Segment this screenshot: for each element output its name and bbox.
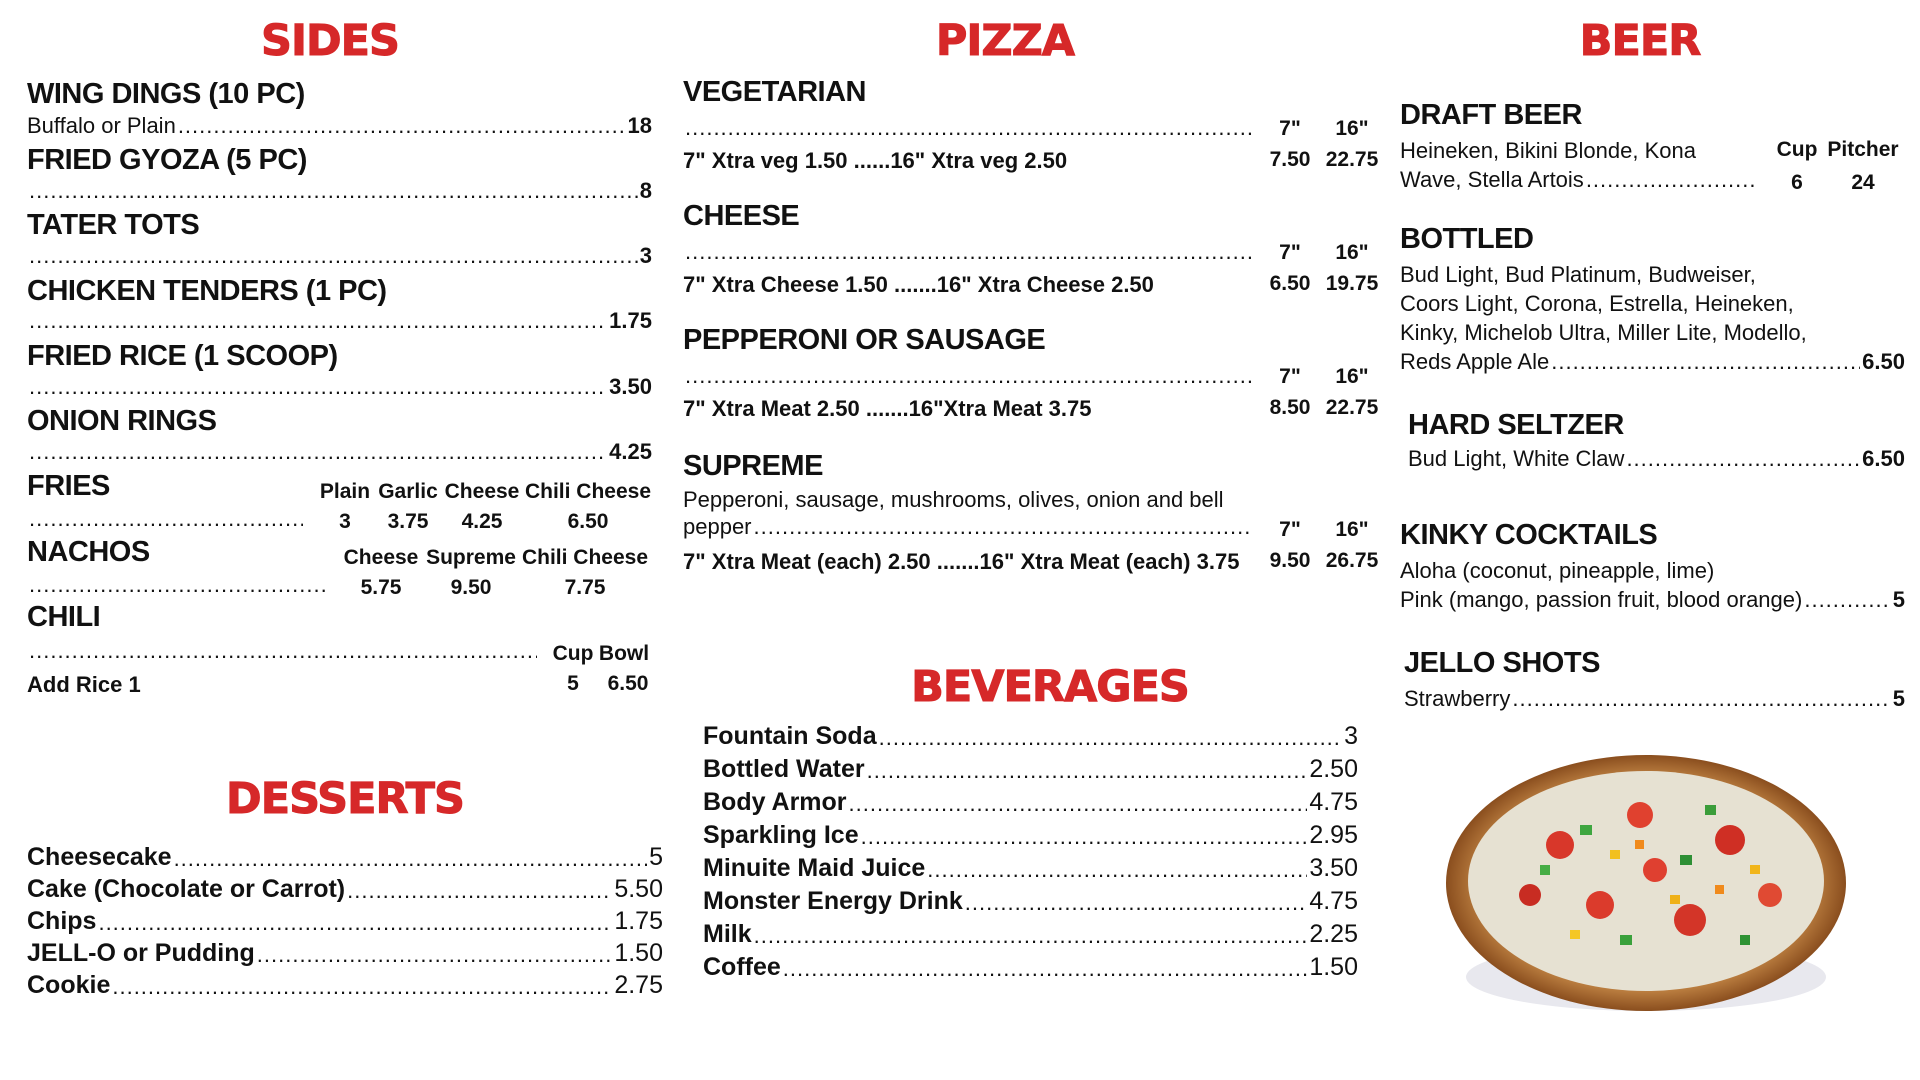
chili-addon: Add Rice 1 xyxy=(27,672,141,697)
nachos-dots xyxy=(27,572,329,598)
fried-gyoza-name: FRIED GYOZA (5 PC) xyxy=(27,144,307,176)
beverage-item xyxy=(703,788,1358,817)
pizza-price-large: 26.75 xyxy=(1325,549,1379,572)
fries-price: 3.75 xyxy=(387,510,429,533)
fried-gyoza-line xyxy=(27,178,652,204)
pizza-extra: 7" Xtra veg 1.50 ......16" Xtra veg 2.50 xyxy=(683,148,1068,173)
dessert-item xyxy=(27,875,663,904)
dessert-name: Cheesecake xyxy=(27,843,172,871)
beverage-name: Coffee xyxy=(703,953,781,981)
pizza-price-large: 22.75 xyxy=(1325,148,1379,171)
pizza-title: PIZZA xyxy=(935,16,1075,66)
beverage-item xyxy=(703,920,1358,949)
beverage-price: 1.50 xyxy=(1309,953,1358,981)
beverage-price: 3.50 xyxy=(1309,854,1358,882)
beverage-price: 3 xyxy=(1344,722,1358,750)
bottled-name: BOTTLED xyxy=(1400,223,1534,255)
beverage-price: 2.50 xyxy=(1309,755,1358,783)
pizza-dots xyxy=(683,363,1253,389)
hard-seltzer-price: 6.50 xyxy=(1862,446,1905,471)
desserts-title: DESSERTS xyxy=(226,774,464,824)
size-small: 7" xyxy=(1279,241,1301,264)
draft-beer-name: DRAFT BEER xyxy=(1400,99,1582,131)
nachos-header: Supreme xyxy=(426,546,516,569)
nachos-prices xyxy=(340,576,650,600)
pizza-prices xyxy=(1262,272,1386,296)
bottled-line: Reds Apple Ale xyxy=(1400,349,1550,374)
fries-prices xyxy=(315,510,653,534)
onion-rings-name: ONION RINGS xyxy=(27,405,217,437)
dessert-item xyxy=(27,907,663,936)
tater-tots-price: 3 xyxy=(639,243,652,268)
bottled-line: Bud Light, Bud Platinum, Budweiser, xyxy=(1400,262,1756,287)
bottled-line: Kinky, Michelob Ultra, Miller Lite, Modello, xyxy=(1400,320,1807,345)
pizza-extra: 7" Xtra Cheese 1.50 .......16" Xtra Cheese 2.50 xyxy=(683,272,1154,297)
fried-rice-name: FRIED RICE (1 SCOOP) xyxy=(27,340,338,372)
fried-rice-line xyxy=(27,374,652,400)
dessert-item xyxy=(27,971,663,1000)
fries-price: 6.50 xyxy=(567,510,609,533)
pizza-prices xyxy=(1262,549,1386,573)
size-large: 16" xyxy=(1335,365,1369,388)
onion-rings-line xyxy=(27,439,652,465)
draft-prices xyxy=(1772,171,1904,195)
hard-seltzer-line xyxy=(1408,446,1905,472)
chili-price: 6.50 xyxy=(607,672,649,695)
cocktails-desc: Pink (mango, passion fruit, blood orange) xyxy=(1400,587,1803,612)
jello-shots-line xyxy=(1404,686,1905,712)
size-large: 16" xyxy=(1335,518,1369,541)
hard-seltzer-name: HARD SELTZER xyxy=(1408,409,1624,441)
bottled-line: Coors Light, Corona, Estrella, Heineken, xyxy=(1400,291,1794,316)
fries-price: 3 xyxy=(339,510,351,533)
draft-pitcher-price: 24 xyxy=(1851,171,1875,194)
beverage-name: Minuite Maid Juice xyxy=(703,854,926,882)
pizza-photo xyxy=(1440,745,1850,1025)
wing-dings-desc: Buffalo or Plain xyxy=(27,113,176,138)
chili-dots xyxy=(27,638,539,664)
nachos-headers xyxy=(340,546,650,570)
jello-shots-name: JELLO SHOTS xyxy=(1404,647,1600,679)
size-large: 16" xyxy=(1335,117,1369,140)
dessert-item xyxy=(27,939,663,968)
jello-shots-price: 5 xyxy=(1892,686,1905,711)
pizza-desc: Pepperoni, sausage, mushrooms, olives, onion and bell xyxy=(683,487,1224,512)
dessert-price: 1.75 xyxy=(614,907,663,935)
pizza-dots xyxy=(683,115,1253,141)
fries-name: FRIES xyxy=(27,470,110,502)
pizza-prices xyxy=(1262,148,1386,172)
pizza-size-headers xyxy=(1262,241,1386,265)
beverage-name: Fountain Soda xyxy=(703,722,877,750)
bottled-price-line xyxy=(1400,349,1905,375)
beverage-name: Sparkling Ice xyxy=(703,821,859,849)
fries-dots xyxy=(27,506,305,532)
pizza-name: SUPREME xyxy=(683,450,823,482)
beverage-item xyxy=(703,854,1358,883)
beverage-item xyxy=(703,953,1358,982)
dessert-price: 2.75 xyxy=(614,971,663,999)
jello-shots-desc: Strawberry xyxy=(1404,686,1511,711)
pizza-name: PEPPERONI OR SAUSAGE xyxy=(683,324,1046,356)
wing-dings-line xyxy=(27,113,652,139)
beverage-item xyxy=(703,722,1358,751)
beverage-item xyxy=(703,887,1358,916)
fried-gyoza-price: 8 xyxy=(639,178,652,203)
beer-title: BEER xyxy=(1579,16,1701,66)
size-large: 16" xyxy=(1335,241,1369,264)
beverage-name: Body Armor xyxy=(703,788,847,816)
nachos-price: 7.75 xyxy=(564,576,606,599)
chili-name: CHILI xyxy=(27,601,101,633)
beverage-name: Monster Energy Drink xyxy=(703,887,963,915)
nachos-header: Chili Cheese xyxy=(521,546,649,569)
draft-cup-header: Cup xyxy=(1776,138,1818,161)
beverage-price: 4.75 xyxy=(1309,788,1358,816)
draft-pitcher-header: Pitcher xyxy=(1827,138,1899,161)
bottled-price: 6.50 xyxy=(1862,349,1905,374)
beverages-title: BEVERAGES xyxy=(911,662,1189,712)
tater-tots-name: TATER TOTS xyxy=(27,209,200,241)
dessert-price: 5.50 xyxy=(614,875,663,903)
hard-seltzer-desc: Bud Light, White Claw xyxy=(1408,446,1625,471)
wing-dings-price: 18 xyxy=(627,113,652,138)
chicken-tenders-price: 1.75 xyxy=(609,308,652,333)
nachos-header: Cheese xyxy=(343,546,419,569)
size-small: 7" xyxy=(1279,518,1301,541)
pizza-desc-line xyxy=(683,514,1253,540)
fries-price: 4.25 xyxy=(461,510,503,533)
fries-header: Plain xyxy=(319,480,371,503)
pizza-prices xyxy=(1262,396,1386,420)
fries-header: Cheese xyxy=(444,480,520,503)
cocktails-line1: Aloha (coconut, pineapple, lime) xyxy=(1400,558,1715,583)
nachos-price: 9.50 xyxy=(450,576,492,599)
draft-cup-price: 6 xyxy=(1791,171,1803,194)
dessert-name: Chips xyxy=(27,907,97,935)
wing-dings-name: WING DINGS (10 PC) xyxy=(27,78,305,110)
beverage-price: 2.25 xyxy=(1309,920,1358,948)
cocktails-price: 5 xyxy=(1892,587,1905,612)
pizza-name: VEGETARIAN xyxy=(683,76,866,108)
pizza-price-small: 9.50 xyxy=(1269,549,1311,572)
chili-price: 5 xyxy=(567,672,579,695)
sides-title: SIDES xyxy=(260,16,399,66)
chili-header: Bowl xyxy=(598,642,650,665)
cocktails-line2 xyxy=(1400,587,1905,613)
chili-prices xyxy=(548,672,658,696)
pizza-price-small: 6.50 xyxy=(1269,272,1311,295)
draft-headers xyxy=(1772,138,1904,162)
fries-header: Chili Cheese xyxy=(524,480,652,503)
pizza-desc-2: pepper xyxy=(683,514,752,539)
chili-headers xyxy=(548,642,650,666)
beverage-item xyxy=(703,755,1358,784)
onion-rings-price: 4.25 xyxy=(609,439,652,464)
draft-beer-line2 xyxy=(1400,167,1760,193)
dessert-price: 1.50 xyxy=(614,939,663,967)
pizza-price-small: 7.50 xyxy=(1269,148,1311,171)
pizza-dots xyxy=(683,239,1253,265)
pizza-extra: 7" Xtra Meat 2.50 .......16"Xtra Meat 3.75 xyxy=(683,396,1092,421)
pizza-size-headers xyxy=(1262,117,1386,141)
pizza-name: CHEESE xyxy=(683,200,800,232)
fries-header: Garlic xyxy=(378,480,438,503)
tater-tots-line xyxy=(27,243,652,269)
fries-headers xyxy=(315,480,653,504)
dessert-price: 5 xyxy=(649,843,663,871)
nachos-name: NACHOS xyxy=(27,536,150,568)
pizza-price-large: 19.75 xyxy=(1325,272,1379,295)
pizza-extra: 7" Xtra Meat (each) 2.50 .......16" Xtra Meat (each) 3.75 xyxy=(683,549,1240,574)
draft-beer-desc: Wave, Stella Artois xyxy=(1400,167,1584,192)
beverage-name: Bottled Water xyxy=(703,755,865,783)
dessert-name: JELL-O or Pudding xyxy=(27,939,255,967)
size-small: 7" xyxy=(1279,117,1301,140)
pizza-price-small: 8.50 xyxy=(1269,396,1311,419)
fried-rice-price: 3.50 xyxy=(609,374,652,399)
beverage-price: 4.75 xyxy=(1309,887,1358,915)
kinky-cocktails-name: KINKY COCKTAILS xyxy=(1400,519,1658,551)
chili-header: Cup xyxy=(552,642,594,665)
chicken-tenders-name: CHICKEN TENDERS (1 PC) xyxy=(27,275,387,307)
pizza-size-headers xyxy=(1262,518,1386,542)
dessert-item xyxy=(27,843,663,872)
pizza-price-large: 22.75 xyxy=(1325,396,1379,419)
beverage-name: Milk xyxy=(703,920,752,948)
nachos-price: 5.75 xyxy=(360,576,402,599)
chicken-tenders-line xyxy=(27,308,652,334)
beverage-price: 2.95 xyxy=(1309,821,1358,849)
size-small: 7" xyxy=(1279,365,1301,388)
draft-beer-line1: Heineken, Bikini Blonde, Kona xyxy=(1400,138,1696,163)
dessert-name: Cookie xyxy=(27,971,111,999)
beverage-item xyxy=(703,821,1358,850)
pizza-size-headers xyxy=(1262,365,1386,389)
dessert-name: Cake (Chocolate or Carrot) xyxy=(27,875,346,903)
